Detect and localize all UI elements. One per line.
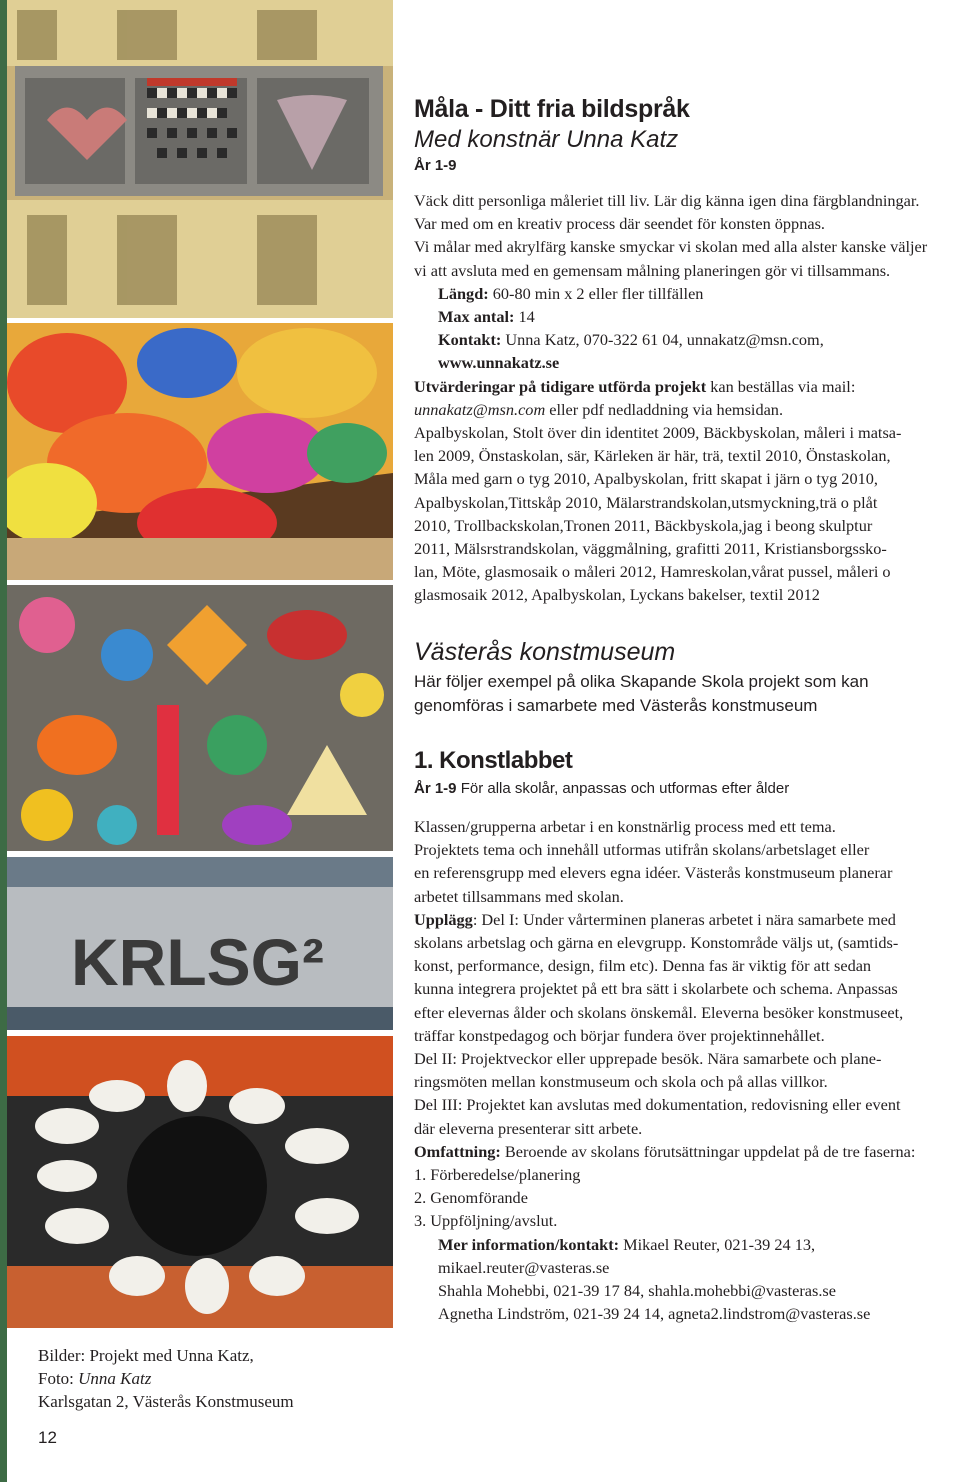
intro-line: Var med om en kreativ process där seendet för konsten öppnas.: [414, 214, 825, 234]
phase-item: 1. Förberedelse/planering: [414, 1165, 581, 1185]
phase-item: 3. Uppföljning/avslut.: [414, 1211, 558, 1231]
article2-title: 1. Konstlabbet: [414, 747, 573, 774]
schools-line: lan, Möte, glasmosaik o måleri 2012, Hamreskolan,vårat pussel, måleri o: [414, 562, 891, 582]
photo-clay-shapes: [7, 585, 393, 851]
more-info-line: [414, 1233, 960, 1256]
body-line: Klassen/grupperna arbetar i en konstnärlig process med ett tema.: [414, 817, 836, 836]
section-intro: [414, 670, 954, 718]
caption-photographer: Unna Katz: [78, 1369, 152, 1388]
article1-subtitle: Med konstnär Unna Katz: [414, 126, 679, 153]
article1-grade: År 1-9: [414, 157, 457, 174]
length-value: 60-80 min x 2 eller fler tillfällen: [488, 283, 704, 303]
body-line: skolans arbetslag och gärna en elevgrupp. Konstområde väljs ut, (samtids-: [414, 933, 899, 953]
sign-text: KRLSG²: [71, 925, 324, 999]
website-link[interactable]: www.unnakatz.se: [438, 353, 560, 373]
contact-line: Agnetha Lindström, 021-39 24 14, agneta2.lindstrom@vasteras.se: [438, 1304, 871, 1324]
length-label: Längd:: [438, 283, 489, 303]
article2-grade: [414, 780, 789, 797]
omfattning-text: Beroende av skolans förutsättningar uppdelat på de tre faserna:: [500, 1141, 916, 1161]
length-row: [414, 282, 960, 305]
schools-line: 2011, Mälsrstrandskolan, väggmålning, grafitti 2011, Kristiansborgssko-: [414, 539, 887, 559]
caption-line-3: Karlsgatan 2, Västerås Konstmuseum: [38, 1392, 294, 1411]
max-row: [414, 305, 960, 328]
body-line: Del III: Projektet kan avslutas med dokumentation, redovisning eller event: [414, 1095, 901, 1115]
section-intro-line-2: genomföras i samarbete med Västerås konstmuseum: [414, 696, 818, 715]
article1-intro: [414, 189, 960, 607]
article2-body: [414, 815, 960, 1325]
schools-line: Måla med garn o tyg 2010, Apalbyskolan, fritt skapat i järn o tyg 2010,: [414, 469, 878, 489]
contact-line: Shahla Mohebbi, 021-39 17 84, shahla.mohebbi@vasteras.se: [438, 1281, 836, 1301]
intro-line: vi att avsluta med en gemensam målning planeringen gör vi tillsammans.: [414, 260, 891, 280]
body-line: ringsmöten mellan konstmuseum och skola och på allas villkor.: [414, 1072, 828, 1092]
upplagg-line: [414, 908, 960, 931]
photo-gloved-hands: [7, 1036, 393, 1328]
upplagg-text: : Del I: Under vårterminen planeras arbetet i nära samarbete med: [472, 909, 896, 929]
body-line: efter elevernas ålder och skolans önskemål. Eleverna besöker konstmuseet,: [414, 1002, 904, 1022]
contact-value: Unna Katz, 070-322 61 04, unnakatz@msn.com,: [501, 330, 824, 350]
body-line: Del II: Projektveckor eller upprepade besök. Nära samarbete och plane-: [414, 1049, 882, 1069]
upplagg-label: Upplägg: [414, 909, 473, 929]
page-number: 12: [38, 1428, 57, 1447]
photo-mosaic-wall: [7, 0, 393, 318]
evaluation-email[interactable]: unnakatz@msn.com: [414, 399, 546, 419]
omfattning-line: [414, 1140, 960, 1163]
photo-paintings: [7, 323, 393, 580]
schools-line: len 2009, Önstaskolan, sär, Kärleken är här, trä, textil 2010, Önstaskolan,: [414, 446, 891, 466]
evaluation-line-2: [414, 398, 960, 421]
schools-line: glasmosaik 2012, Apalbyskolan, Lyckans bakelser, textil 2012: [414, 585, 820, 605]
evaluation-text-2: eller pdf nedladdning via hemsidan.: [545, 399, 784, 419]
section-intro-line-1: Här följer exempel på olika Skapande Skola projekt som kan: [414, 672, 869, 691]
contact-row: [414, 328, 960, 351]
omfattning-label: Omfattning:: [414, 1141, 501, 1161]
article1-title: Måla - Ditt fria bildspråk: [414, 95, 690, 123]
body-line: där eleverna presenterar sitt arbete.: [414, 1118, 643, 1138]
schools-line: Apalbyskolan,Tittskåp 2010, Mälarstrandskolan,utsmyckning,trä o plåt: [414, 492, 878, 512]
body-line: Projektets tema och innehåll utformas utifrån skolans/arbetslaget eller: [414, 840, 870, 860]
schools-line: Apalbyskolan, Stolt över din identitet 2009, Bäckbyskolan, måleri i matsa-: [414, 423, 902, 443]
intro-line: Vi målar med akrylfärg kanske smyckar vi skolan med alla alster kanske väljer: [414, 237, 928, 257]
body-line: konst, performance, design, film etc). Denna fas är viktig för att sedan: [414, 956, 872, 976]
caption-line-2: [38, 1367, 368, 1390]
evaluation-text: kan beställas via mail:: [706, 376, 856, 396]
phase-item: 2. Genomförande: [414, 1188, 528, 1208]
photo-building-sign: [7, 857, 393, 1030]
contact-line: mikael.reuter@vasteras.se: [438, 1257, 610, 1277]
body-line: arbetet tillsammans med skolan.: [414, 886, 624, 906]
contact-label: Kontakt:: [438, 330, 502, 350]
body-line: träffar konstpedagog och börjar fundera över projektinnehållet.: [414, 1025, 825, 1045]
schools-line: 2010, Trollbackskolan,Tronen 2011, Bäckbyskola,jag i beong skulptur: [414, 515, 873, 535]
max-label: Max antal:: [438, 307, 515, 327]
caption-line-1: Bilder: Projekt med Unna Katz,: [38, 1346, 254, 1365]
evaluation-line: [414, 375, 960, 398]
article2-grade-text: För alla skolår, anpassas och utformas efter ålder: [456, 780, 790, 797]
photo-caption: [38, 1344, 368, 1413]
max-value: 14: [514, 307, 535, 327]
intro-line: Väck ditt personliga måleriet till liv. Lär dig känna igen dina färgblandningar.: [414, 191, 920, 210]
more-info-text: Mikael Reuter, 021-39 24 13,: [619, 1234, 816, 1254]
evaluation-label: Utvärderingar på tidigare utförda projekt: [414, 376, 707, 396]
more-info-label: Mer information/kontakt:: [438, 1234, 620, 1254]
body-line: en referensgrupp med elevers egna idéer. Västerås konstmuseum planerar: [414, 863, 893, 883]
body-line: kunna integrera projektet på ett bra sätt i skolarbete och schema. Anpassas: [414, 979, 898, 999]
caption-photo-label: Foto:: [38, 1369, 79, 1388]
green-edge-bar: [0, 0, 7, 1482]
section-title: Västerås konstmuseum: [414, 638, 676, 666]
article2-grade-label: År 1-9: [414, 780, 457, 797]
